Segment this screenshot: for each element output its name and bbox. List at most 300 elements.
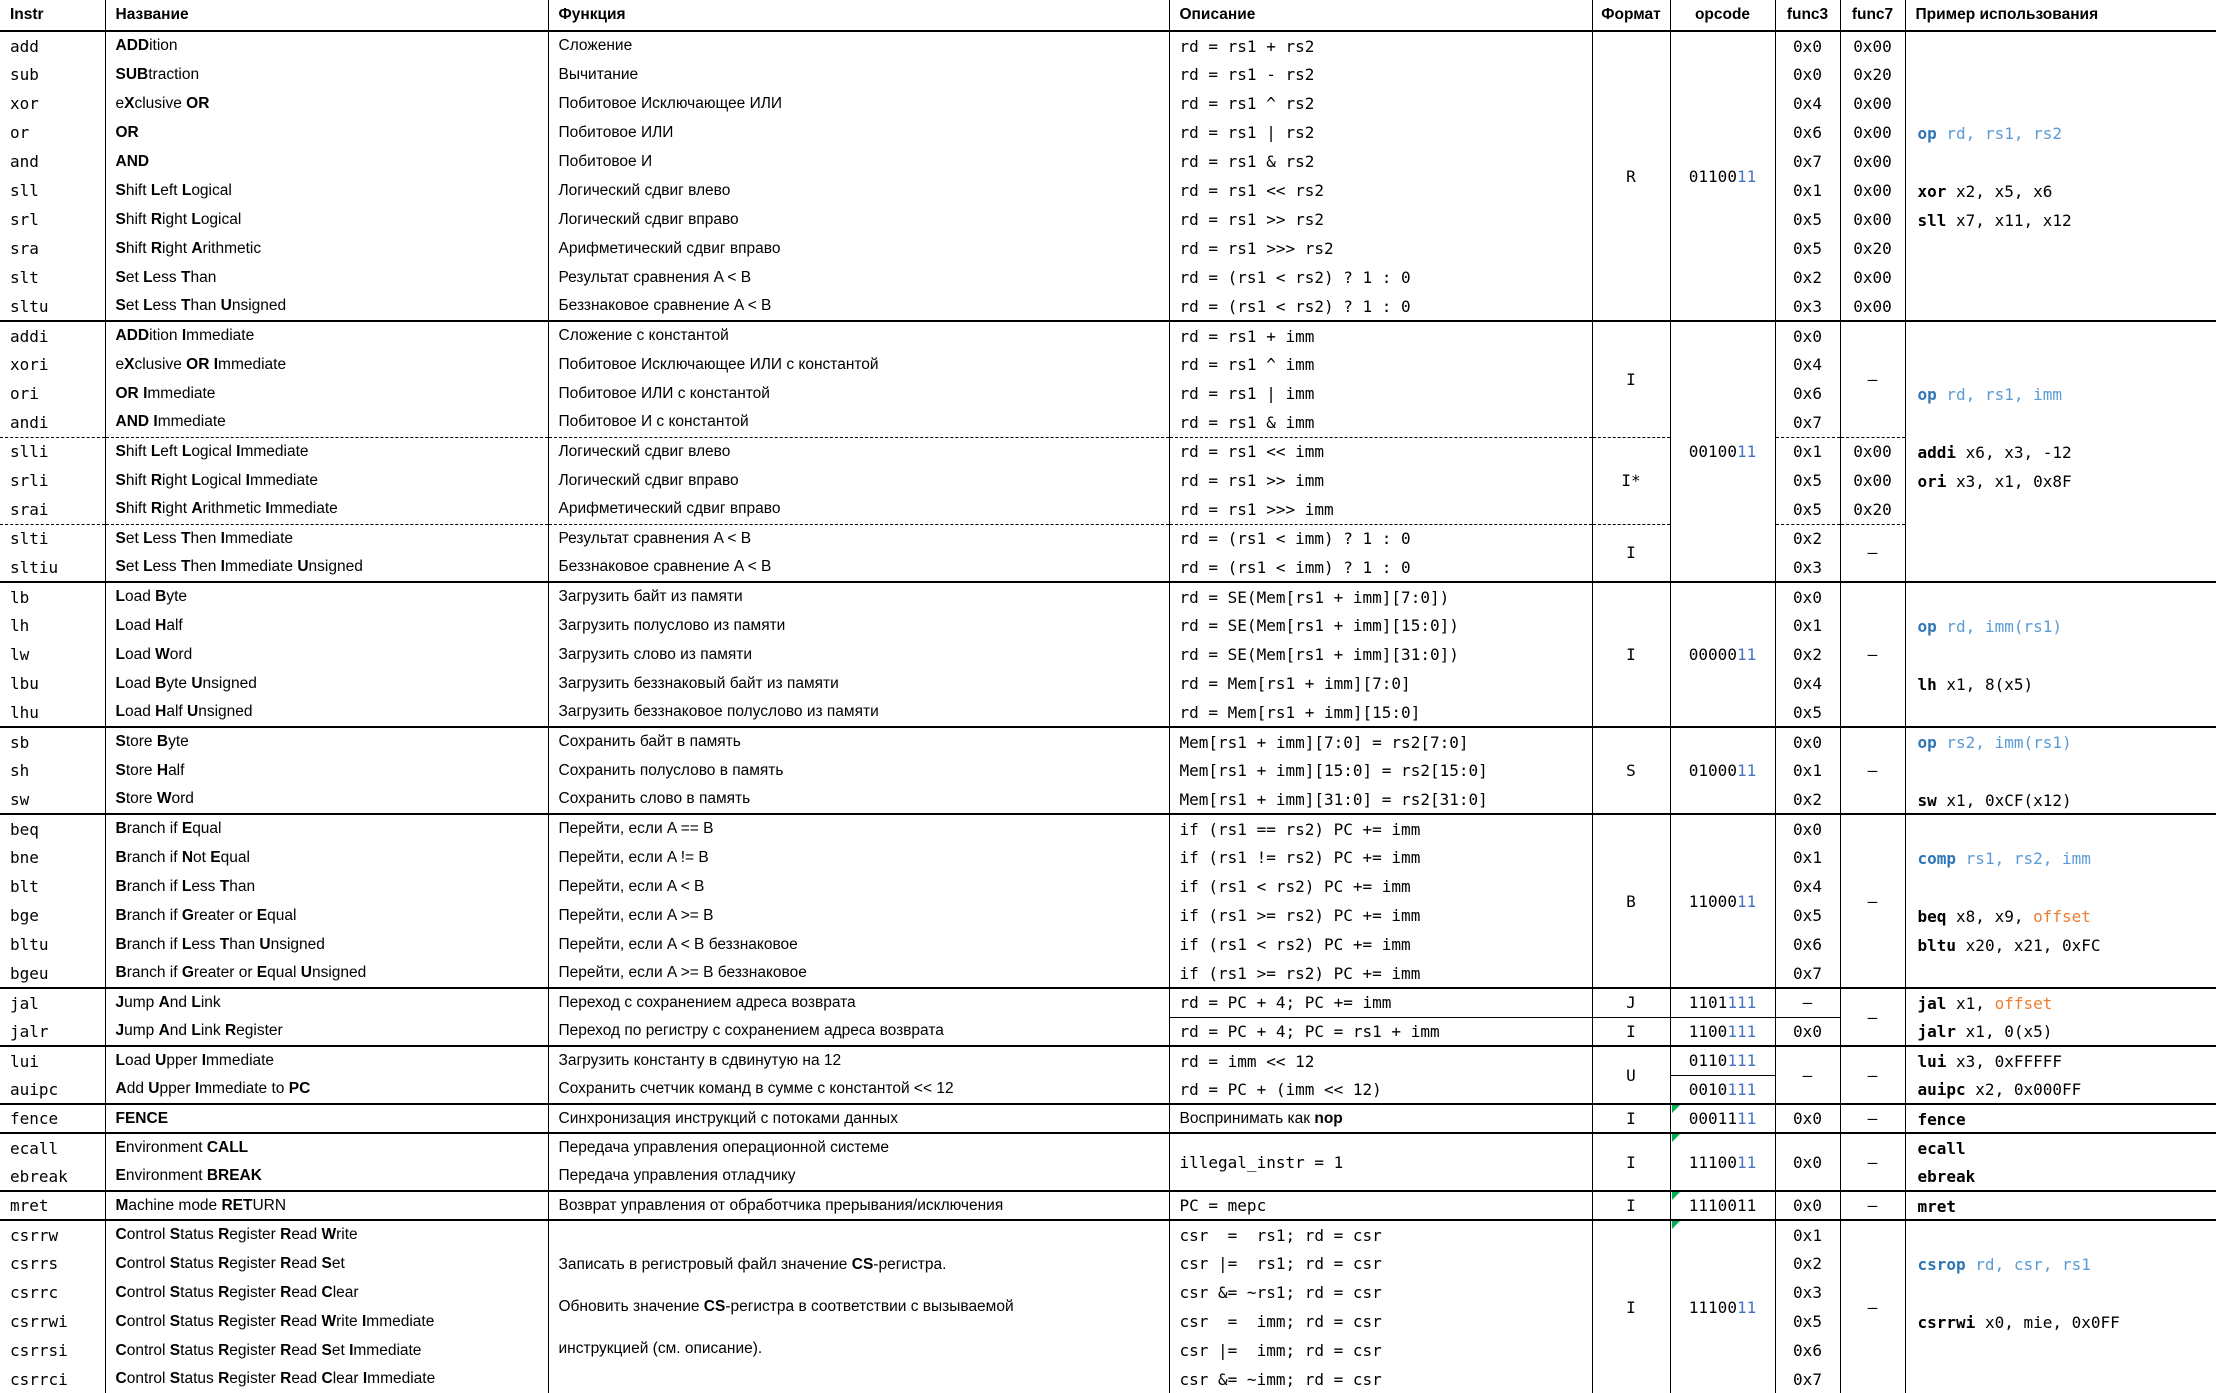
table-row bbox=[0, 205, 2216, 234]
func-cell: Возврат управления от обработчика прерывания/исключения bbox=[548, 1191, 1169, 1220]
func-cell: Перейти, если A != B bbox=[548, 843, 1169, 872]
func7-cell: – bbox=[1840, 1191, 1905, 1220]
func3-cell: 0x0 bbox=[1775, 60, 1840, 89]
name-cell: Branch if Less Than Unsigned bbox=[105, 930, 548, 959]
opcode-lowbits: 111 bbox=[1727, 1051, 1757, 1071]
func-cell: Побитовое И bbox=[548, 147, 1169, 176]
example-line: op rd, imm(rs1) bbox=[1917, 617, 2062, 636]
desc-cell: rd = PC + 4; PC = rs1 + imm bbox=[1169, 1017, 1592, 1046]
name-cell: Branch if Greater or Equal Unsigned bbox=[105, 959, 548, 988]
name-cell: Jump And Link bbox=[105, 988, 548, 1017]
instr-cell-jal: jal bbox=[0, 988, 105, 1017]
func3-cell: 0x0 bbox=[1775, 814, 1840, 843]
func7-cell: – bbox=[1840, 988, 1905, 1046]
func7-cell: – bbox=[1840, 814, 1905, 988]
instr-cell-sltu: sltu bbox=[10, 296, 49, 316]
func7-cell: 0x00 bbox=[1840, 263, 1905, 292]
desc-cell: rd = SE(Mem[rs1 + imm][7:0]) bbox=[1169, 582, 1592, 611]
func-cell: Сохранить байт в память bbox=[548, 727, 1169, 756]
instr-cell-bltu: bltu bbox=[10, 935, 49, 954]
example-line: op rs2, imm(rs1) bbox=[1917, 733, 2072, 752]
table-row bbox=[0, 495, 2216, 524]
name-cell: Set Less Then Immediate Unsigned bbox=[105, 553, 548, 582]
func7-cell: 0x00 bbox=[1840, 205, 1905, 234]
example-line: lh x1, 8(x5) bbox=[1917, 675, 2034, 694]
desc-cell: Mem[rs1 + imm][15:0] = rs2[15:0] bbox=[1169, 756, 1592, 785]
instr-cell-bge: bge bbox=[10, 906, 39, 925]
example-line: ori x3, x1, 0x8F bbox=[1917, 472, 2072, 491]
desc-cell: rd = rs1 >> imm bbox=[1169, 466, 1592, 495]
opcode-lowbits: 11 bbox=[1736, 645, 1757, 664]
table-row bbox=[0, 727, 2216, 756]
func-cell: Сохранить полуслово в память bbox=[548, 756, 1169, 785]
table-row bbox=[0, 31, 2216, 60]
func-cell: Загрузить слово из памяти bbox=[548, 640, 1169, 669]
func3-cell: 0x2 bbox=[1775, 1249, 1840, 1278]
table-row bbox=[0, 1046, 2216, 1075]
example-cell bbox=[1905, 727, 2216, 814]
table-row bbox=[0, 466, 2216, 495]
table-row bbox=[0, 814, 2216, 843]
instr-cell-csrrwi: csrrwi bbox=[10, 1312, 68, 1331]
func3-cell: 0x3 bbox=[1775, 553, 1840, 582]
name-cell: Branch if Greater or Equal bbox=[105, 901, 548, 930]
table-row bbox=[0, 176, 2216, 205]
instr-cell-slli: slli bbox=[0, 437, 105, 466]
name-cell: Shift Left Logical Immediate bbox=[105, 437, 548, 466]
func3-cell: 0x1 bbox=[1775, 1220, 1840, 1249]
name-cell: FENCE bbox=[105, 1104, 548, 1133]
name-cell: Store Word bbox=[105, 785, 548, 814]
opcode-lowbits: 11 bbox=[1736, 166, 1757, 186]
name-cell: Add Upper Immediate to PC bbox=[105, 1075, 548, 1104]
func3-cell: 0x0 bbox=[1775, 582, 1840, 611]
instr-cell-srai: srai bbox=[10, 499, 49, 519]
name-cell: Load Word bbox=[105, 640, 548, 669]
instr-cell-lui: lui bbox=[0, 1046, 105, 1075]
example-line: beq x8, x9, offset bbox=[1917, 907, 2091, 926]
example-line: jalr x1, 0(x5) bbox=[1917, 1022, 2053, 1041]
func-cell: Результат сравнения A < B bbox=[548, 263, 1169, 292]
format-cell: J bbox=[1592, 988, 1670, 1017]
format-cell: I bbox=[1592, 1104, 1670, 1133]
instr-cell-addi: addi bbox=[0, 321, 105, 350]
func3-cell: 0x7 bbox=[1775, 1365, 1840, 1393]
name-cell: ADDition Immediate bbox=[105, 321, 548, 350]
func7-cell: 0x00 bbox=[1840, 31, 1905, 60]
opcode-bits: 11000 bbox=[1688, 891, 1737, 911]
table-row bbox=[0, 1191, 2216, 1220]
func7-cell: – bbox=[1840, 1046, 1905, 1104]
name-cell: Load Half bbox=[105, 611, 548, 640]
name-cell: Control Status Register Read Clear Immediate bbox=[105, 1365, 548, 1393]
desc-cell: rd = rs1 + imm bbox=[1169, 321, 1592, 350]
func7-cell: – bbox=[1840, 524, 1905, 582]
instr-cell-blt: blt bbox=[10, 877, 39, 896]
example-line: auipc x2, 0x000FF bbox=[1917, 1080, 2082, 1099]
func3-cell: 0x0 bbox=[1775, 321, 1840, 350]
example-line: op rd, rs1, imm bbox=[1917, 385, 2062, 404]
opcode-cell bbox=[1670, 1191, 1775, 1220]
func-cell: Побитовое Исключающее ИЛИ с константой bbox=[548, 350, 1169, 379]
example-cell bbox=[1905, 814, 2216, 988]
func-cell: Переход по регистру с сохранением адреса возврата bbox=[548, 1017, 1169, 1046]
name-cell: eXclusive OR Immediate bbox=[105, 350, 548, 379]
desc-cell: if (rs1 >= rs2) PC += imm bbox=[1169, 959, 1592, 988]
opcode-cell bbox=[1670, 727, 1775, 814]
func3-cell: 0x0 bbox=[1775, 1133, 1840, 1191]
instr-cell-bne: bne bbox=[10, 848, 39, 867]
format-cell: I bbox=[1592, 1191, 1670, 1220]
func-cell: Загрузить константу в сдвинутую на 12 bbox=[548, 1046, 1169, 1075]
func3-cell: 0x1 bbox=[1775, 611, 1840, 640]
func3-cell: 0x5 bbox=[1775, 901, 1840, 930]
instr-cell-sw: sw bbox=[10, 789, 30, 809]
name-cell: Load Half Unsigned bbox=[105, 698, 548, 727]
desc-cell: rd = Mem[rs1 + imm][7:0] bbox=[1169, 669, 1592, 698]
format-cell: I* bbox=[1592, 437, 1670, 524]
desc-cell: rd = Mem[rs1 + imm][15:0] bbox=[1169, 698, 1592, 727]
opcode-cell bbox=[1670, 1104, 1775, 1133]
example-line: ebreak bbox=[1917, 1167, 1976, 1186]
format-cell: S bbox=[1592, 727, 1670, 814]
format-cell: I bbox=[1592, 582, 1670, 727]
func7-cell: – bbox=[1840, 321, 1905, 437]
func-cell: Побитовое Исключающее ИЛИ bbox=[548, 89, 1169, 118]
format-cell: I bbox=[1592, 321, 1670, 437]
desc-cell: Mem[rs1 + imm][7:0] = rs2[7:0] bbox=[1169, 727, 1592, 756]
opcode-cell bbox=[1670, 582, 1775, 727]
opcode-bits: 00000 bbox=[1688, 645, 1737, 664]
func-cell: Логический сдвиг влево bbox=[548, 437, 1169, 466]
opcode-lowbits: 11 bbox=[1736, 1152, 1757, 1172]
name-cell: Set Less Than bbox=[105, 263, 548, 292]
opcode-lowbits: 11 bbox=[1736, 1109, 1757, 1128]
name-cell: Load Byte Unsigned bbox=[105, 669, 548, 698]
opcode-bits: 1101 bbox=[1688, 993, 1728, 1013]
example-cell bbox=[1905, 1046, 2216, 1075]
example-cell bbox=[1905, 988, 2216, 1017]
func-cell: Загрузить беззнаковое полуслово из памяти bbox=[548, 698, 1169, 727]
example-line: fence bbox=[1917, 1110, 1966, 1129]
func-cell: Передача управления операционной системе bbox=[548, 1133, 1169, 1162]
table-row bbox=[0, 234, 2216, 263]
func7-cell: – bbox=[1840, 727, 1905, 814]
instr-cell-lw: lw bbox=[10, 645, 30, 664]
format-cell: I bbox=[1592, 524, 1670, 582]
desc-cell: rd = (rs1 < imm) ? 1 : 0 bbox=[1169, 524, 1592, 553]
func-cell: Сохранить слово в память bbox=[548, 785, 1169, 814]
opcode-bits: 1100 bbox=[1688, 1021, 1728, 1041]
opcode-bits: 11100 bbox=[1688, 1297, 1737, 1317]
desc-cell: rd = (rs1 < rs2) ? 1 : 0 bbox=[1169, 263, 1592, 292]
desc-cell: PC = mepc bbox=[1169, 1191, 1592, 1220]
table-header bbox=[0, 0, 2216, 31]
format-cell: R bbox=[1592, 31, 1670, 321]
func-cell: Перейти, если A < B bbox=[548, 872, 1169, 901]
desc-cell: csr = imm; rd = csr bbox=[1169, 1307, 1592, 1336]
example-cell bbox=[1905, 1191, 2216, 1220]
name-cell: Store Byte bbox=[105, 727, 548, 756]
func-cell bbox=[548, 1220, 1169, 1393]
instr-cell-jalr: jalr bbox=[10, 1021, 49, 1041]
column-header-func7: func7 bbox=[1840, 0, 1905, 31]
desc-cell: if (rs1 < rs2) PC += imm bbox=[1169, 930, 1592, 959]
opcode-bits: 01100 bbox=[1688, 166, 1737, 186]
func3-cell: 0x5 bbox=[1775, 1307, 1840, 1336]
name-cell: OR Immediate bbox=[105, 379, 548, 408]
example-line: bltu x20, x21, 0xFC bbox=[1917, 936, 2101, 955]
func-cell: Перейти, если A >= B bbox=[548, 901, 1169, 930]
opcode-lowbits: 11 bbox=[1736, 442, 1757, 461]
opcode-cell bbox=[1670, 1133, 1775, 1191]
column-header-func3: func3 bbox=[1775, 0, 1840, 31]
name-cell: Branch if Not Equal bbox=[105, 843, 548, 872]
instr-cell-csrrci: csrrci bbox=[10, 1369, 68, 1389]
table-row bbox=[0, 89, 2216, 118]
header-row bbox=[0, 0, 2216, 31]
instr-cell-andi: andi bbox=[10, 412, 49, 432]
instr-cell-and: and bbox=[10, 152, 39, 171]
name-cell: Branch if Less Than bbox=[105, 872, 548, 901]
func3-cell: 0x2 bbox=[1775, 263, 1840, 292]
func-cell: Синхронизация инструкций с потоками данных bbox=[548, 1104, 1169, 1133]
func3-cell: 0x0 bbox=[1775, 31, 1840, 60]
func3-cell: 0x2 bbox=[1775, 524, 1840, 553]
example-line: sw x1, 0xCF(x12) bbox=[1917, 791, 2072, 810]
opcode-bits: 00100 bbox=[1688, 442, 1737, 461]
opcode-bits: 01000 bbox=[1688, 761, 1737, 780]
instr-cell-srli: srli bbox=[10, 471, 49, 490]
func-cell: Загрузить беззнаковый байт из памяти bbox=[548, 669, 1169, 698]
instr-cell-auipc: auipc bbox=[10, 1079, 59, 1099]
desc-cell: rd = rs1 & imm bbox=[1169, 408, 1592, 437]
table-row bbox=[0, 60, 2216, 89]
func3-cell: – bbox=[1775, 1046, 1840, 1104]
func3-cell: 0x0 bbox=[1775, 727, 1840, 756]
example-cell bbox=[1905, 321, 2216, 582]
func3-cell: 0x5 bbox=[1775, 466, 1840, 495]
column-header-func: Функция bbox=[548, 0, 1169, 31]
instr-cell-lbu: lbu bbox=[10, 674, 39, 693]
instr-cell-csrrsi: csrrsi bbox=[10, 1341, 68, 1360]
table-row bbox=[0, 582, 2216, 611]
example-cell bbox=[1905, 1133, 2216, 1162]
name-cell: AND bbox=[105, 147, 548, 176]
func7-cell: 0x00 bbox=[1840, 147, 1905, 176]
table-body bbox=[0, 31, 2216, 1393]
desc-cell: rd = (rs1 < imm) ? 1 : 0 bbox=[1169, 553, 1592, 582]
func-cell: Передача управления отладчику bbox=[548, 1162, 1169, 1191]
table-row bbox=[0, 1220, 2216, 1249]
example-cell bbox=[1905, 1104, 2216, 1133]
func3-cell: 0x5 bbox=[1775, 234, 1840, 263]
func3-cell: 0x5 bbox=[1775, 205, 1840, 234]
desc-cell: if (rs1 >= rs2) PC += imm bbox=[1169, 901, 1592, 930]
example-line: addi x6, x3, -12 bbox=[1917, 443, 2072, 462]
desc-cell: rd = rs1 ^ rs2 bbox=[1169, 89, 1592, 118]
column-header-example: Пример использования bbox=[1905, 0, 2216, 31]
func-cell: Беззнаковое сравнение A < B bbox=[548, 553, 1169, 582]
instr-cell-csrrs: csrrs bbox=[10, 1254, 59, 1273]
func-cell: Сохранить счетчик команд в сумме с константой << 12 bbox=[548, 1075, 1169, 1104]
format-cell: I bbox=[1592, 1220, 1670, 1393]
name-cell: Control Status Register Read Set bbox=[105, 1249, 548, 1278]
example-cell bbox=[1905, 1162, 2216, 1191]
instr-cell-sra: sra bbox=[10, 239, 39, 258]
example-cell bbox=[1905, 582, 2216, 727]
opcode-cell bbox=[1670, 321, 1775, 582]
example-line: comp rs1, rs2, imm bbox=[1917, 849, 2091, 868]
func7-cell: 0x00 bbox=[1840, 176, 1905, 205]
instr-cell-bgeu: bgeu bbox=[10, 963, 49, 983]
opcode-bits: 0010 bbox=[1688, 1079, 1728, 1099]
example-line: jal x1, offset bbox=[1917, 994, 2053, 1013]
func-cell: Перейти, если A >= B беззнаковое bbox=[548, 959, 1169, 988]
func3-cell: 0x3 bbox=[1775, 292, 1840, 321]
func3-cell: 0x5 bbox=[1775, 495, 1840, 524]
func3-cell: 0x1 bbox=[1775, 176, 1840, 205]
format-cell: I bbox=[1592, 1017, 1670, 1046]
instr-cell-csrrw: csrrw bbox=[0, 1220, 105, 1249]
func-cell: Сложение bbox=[548, 31, 1169, 60]
instr-cell-sltiu: sltiu bbox=[10, 557, 59, 577]
example-line: csrop rd, csr, rs1 bbox=[1917, 1255, 2091, 1274]
func3-cell: 0x4 bbox=[1775, 669, 1840, 698]
table-row bbox=[0, 988, 2216, 1017]
desc-cell: rd = PC + 4; PC += imm bbox=[1169, 988, 1592, 1017]
desc-cell: rd = rs1 << imm bbox=[1169, 437, 1592, 466]
func7-cell: 0x20 bbox=[1840, 234, 1905, 263]
func7-cell: – bbox=[1840, 582, 1905, 727]
desc-cell: rd = rs1 + rs2 bbox=[1169, 31, 1592, 60]
column-header-desc: Описание bbox=[1169, 0, 1592, 31]
name-cell: Machine mode RETURN bbox=[105, 1191, 548, 1220]
func7-cell: 0x20 bbox=[1840, 60, 1905, 89]
func-cell: Беззнаковое сравнение A < B bbox=[548, 292, 1169, 321]
instr-cell-or: or bbox=[10, 123, 30, 142]
name-cell: Set Less Than Unsigned bbox=[105, 292, 548, 321]
example-cell bbox=[1905, 1017, 2216, 1046]
desc-cell: rd = imm << 12 bbox=[1169, 1046, 1592, 1075]
desc-cell: rd = rs1 ^ imm bbox=[1169, 350, 1592, 379]
example-line: lui x3, 0xFFFFF bbox=[1917, 1052, 2062, 1071]
table-row bbox=[0, 263, 2216, 292]
example-line: op rd, rs1, rs2 bbox=[1917, 124, 2062, 143]
opcode-cell bbox=[1670, 988, 1775, 1017]
column-header-name: Название bbox=[105, 0, 548, 31]
column-header-opcode: opcode bbox=[1670, 0, 1775, 31]
table-row bbox=[0, 292, 2216, 321]
name-cell: Load Upper Immediate bbox=[105, 1046, 548, 1075]
example-line: ecall bbox=[1917, 1139, 1966, 1158]
func7-cell: 0x00 bbox=[1840, 437, 1905, 466]
func3-cell: 0x1 bbox=[1775, 756, 1840, 785]
table-row bbox=[0, 1104, 2216, 1133]
name-cell: AND Immediate bbox=[105, 408, 548, 437]
opcode-lowbits: 111 bbox=[1727, 1021, 1757, 1041]
instr-cell-lh: lh bbox=[10, 616, 30, 635]
desc-cell: csr |= rs1; rd = csr bbox=[1169, 1249, 1592, 1278]
desc-cell: rd = rs1 >> rs2 bbox=[1169, 205, 1592, 234]
example-cell bbox=[1905, 1220, 2216, 1393]
table-row bbox=[0, 524, 2216, 553]
format-cell: B bbox=[1592, 814, 1670, 988]
func-cell: Побитовое ИЛИ bbox=[548, 118, 1169, 147]
func-cell: Перейти, если A == B bbox=[548, 814, 1169, 843]
func-cell: Побитовое И с константой bbox=[548, 408, 1169, 437]
name-cell: SUBtraction bbox=[105, 60, 548, 89]
table-row bbox=[0, 1133, 2216, 1162]
opcode-cell bbox=[1670, 1046, 1775, 1075]
column-header-instr: Instr bbox=[0, 0, 105, 31]
desc-cell: rd = rs1 - rs2 bbox=[1169, 60, 1592, 89]
name-cell: eXclusive OR bbox=[105, 89, 548, 118]
desc-cell: rd = PC + (imm << 12) bbox=[1169, 1075, 1592, 1104]
func7-cell: 0x00 bbox=[1840, 466, 1905, 495]
func3-cell: 0x7 bbox=[1775, 959, 1840, 988]
instr-cell-sb: sb bbox=[0, 727, 105, 756]
func3-cell: 0x5 bbox=[1775, 698, 1840, 727]
name-cell: OR bbox=[105, 118, 548, 147]
name-cell: Control Status Register Read Set Immediate bbox=[105, 1336, 548, 1365]
instr-cell-sll: sll bbox=[10, 181, 39, 200]
opcode-lowbits: 11 bbox=[1736, 891, 1757, 911]
name-cell: Control Status Register Read Write bbox=[105, 1220, 548, 1249]
name-cell: Shift Right Arithmetic bbox=[105, 234, 548, 263]
instr-cell-xori: xori bbox=[10, 355, 49, 374]
format-cell: I bbox=[1592, 1133, 1670, 1191]
func-cell: Сложение с константой bbox=[548, 321, 1169, 350]
name-cell: Shift Right Arithmetic Immediate bbox=[105, 495, 548, 524]
func-cell: Загрузить байт из памяти bbox=[548, 582, 1169, 611]
name-cell: Environment CALL bbox=[105, 1133, 548, 1162]
example-cell bbox=[1905, 31, 2216, 321]
desc-cell: if (rs1 != rs2) PC += imm bbox=[1169, 843, 1592, 872]
desc-cell: csr = rs1; rd = csr bbox=[1169, 1220, 1592, 1249]
desc-cell: Воспринимать как nop bbox=[1169, 1104, 1592, 1133]
func7-cell: – bbox=[1840, 1220, 1905, 1393]
example-cell bbox=[1905, 1075, 2216, 1104]
instr-cell-mret: mret bbox=[0, 1191, 105, 1220]
func7-cell: 0x00 bbox=[1840, 118, 1905, 147]
func3-cell: 0x0 bbox=[1775, 1191, 1840, 1220]
func-cell: Логический сдвиг вправо bbox=[548, 466, 1169, 495]
func3-cell: 0x4 bbox=[1775, 872, 1840, 901]
func-cell: Арифметический сдвиг вправо bbox=[548, 234, 1169, 263]
desc-cell: csr &= ~rs1; rd = csr bbox=[1169, 1278, 1592, 1307]
instr-cell-beq: beq bbox=[0, 814, 105, 843]
table-row bbox=[0, 118, 2216, 147]
func3-cell: 0x1 bbox=[1775, 843, 1840, 872]
instr-cell-ori: ori bbox=[10, 384, 39, 403]
func7-cell: – bbox=[1840, 1104, 1905, 1133]
name-cell: Shift Right Logical Immediate bbox=[105, 466, 548, 495]
name-cell: Control Status Register Read Clear bbox=[105, 1278, 548, 1307]
func-cell: Результат сравнения A < B bbox=[548, 524, 1169, 553]
instr-cell-srl: srl bbox=[10, 210, 39, 229]
instr-cell-add: add bbox=[10, 36, 39, 56]
instr-cell-ebreak: ebreak bbox=[10, 1166, 68, 1186]
opcode-cell bbox=[1670, 31, 1775, 321]
desc-cell: rd = SE(Mem[rs1 + imm][15:0]) bbox=[1169, 611, 1592, 640]
format-cell: U bbox=[1592, 1046, 1670, 1104]
instr-cell-sh: sh bbox=[10, 761, 30, 780]
opcode-cell bbox=[1670, 1017, 1775, 1046]
func3-cell: 0x6 bbox=[1775, 930, 1840, 959]
name-cell: ADDition bbox=[105, 31, 548, 60]
instr-cell-csrrc: csrrc bbox=[10, 1283, 59, 1302]
